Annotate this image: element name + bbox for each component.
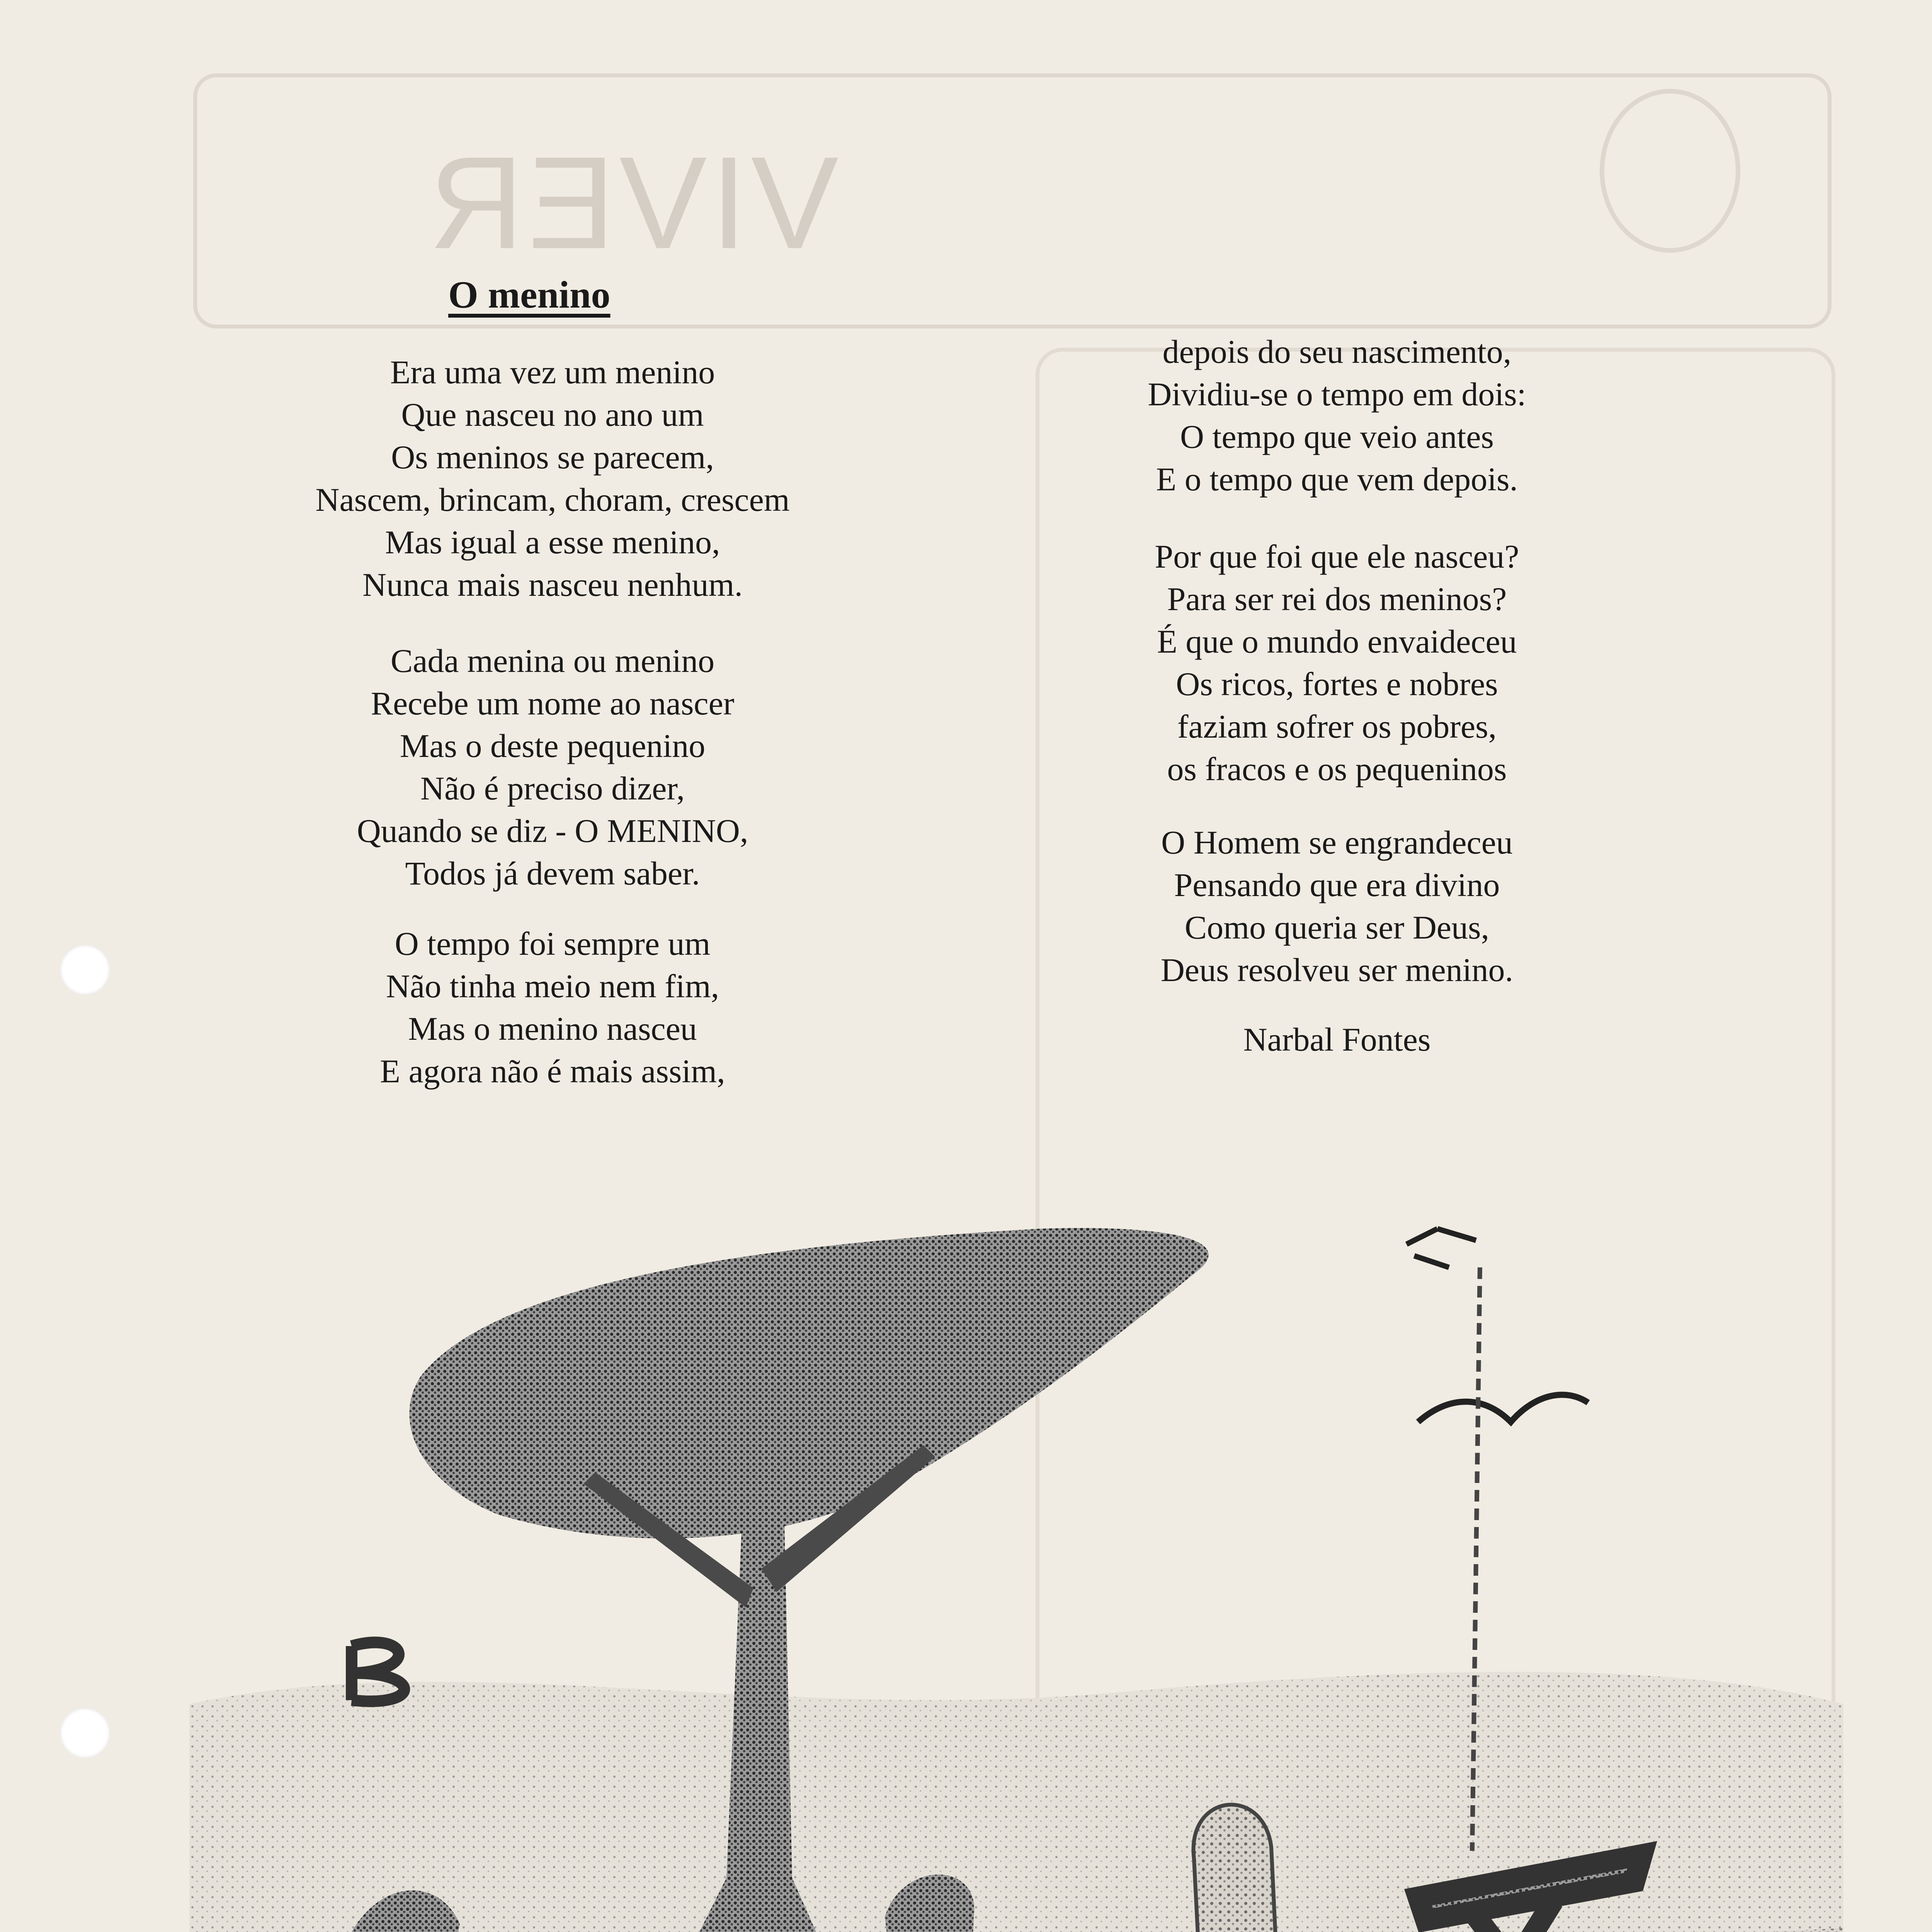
- poem-line: Deus resolveu ser menino.: [1160, 951, 1514, 988]
- poem-line: É que o mundo envaideceu: [1157, 623, 1517, 660]
- poem-line: Todos já devem saber.: [405, 855, 700, 892]
- poem-line: Não tinha meio nem fim,: [386, 968, 719, 1005]
- poem-line: Como queria ser Deus,: [1184, 909, 1490, 946]
- poem-line: faziam sofrer os pobres,: [1177, 708, 1497, 745]
- poem-line: O Homem se engrandeceu: [1161, 824, 1513, 861]
- poem-line: O tempo que veio antes: [1180, 418, 1494, 455]
- show-through-emblem: [1600, 89, 1740, 253]
- poem-title: O menino: [448, 273, 611, 316]
- show-through-masthead: VIVER: [425, 129, 839, 276]
- poem-author: Narbal Fontes: [1243, 1021, 1431, 1058]
- poem-line: Nascem, brincam, choram, crescem: [315, 481, 790, 518]
- children-drawing-illustration: [189, 1221, 1843, 1932]
- poem-line: Para ser rei dos meninos?: [1167, 580, 1507, 617]
- poem-line: O tempo foi sempre um: [395, 925, 711, 962]
- poem-line: E agora não é mais assim,: [380, 1053, 725, 1090]
- poem-stanza-4: [951, 330, 1723, 500]
- poem-line: Os meninos se parecem,: [391, 439, 714, 476]
- poem-stanza-3: [166, 922, 939, 1092]
- punch-hole-bottom: [60, 1708, 110, 1758]
- poem-line: Mas o deste pequenino: [400, 727, 706, 764]
- poem-stanza-2: [166, 639, 939, 895]
- poem-line: Recebe um nome ao nascer: [371, 685, 735, 722]
- poem-line: os fracos e os pequeninos: [1167, 750, 1507, 787]
- poem-line: depois do seu nascimento,: [1162, 333, 1512, 370]
- poem-stanza-6: [951, 821, 1723, 991]
- poem-line: Que nasceu no ano um: [401, 396, 704, 433]
- tree-canopy: [409, 1228, 1208, 1538]
- poem-line: Pensando que era divino: [1174, 866, 1500, 903]
- poem-line: Os ricos, fortes e nobres: [1176, 665, 1498, 702]
- poem-stanza-5: [951, 535, 1723, 790]
- poem-line: Não é preciso dizer,: [420, 770, 685, 807]
- poem-line: Era uma vez um menino: [390, 354, 715, 391]
- poem-line: Dividiu-se o tempo em dois:: [1148, 376, 1526, 413]
- poem-line: Por que foi que ele nasceu?: [1155, 538, 1519, 575]
- poem-line: Mas igual a esse menino,: [385, 524, 720, 561]
- poem-line: Mas o menino nasceu: [408, 1010, 697, 1047]
- punch-hole-top: [60, 945, 110, 995]
- poem-line: E o tempo que vem depois.: [1156, 461, 1518, 498]
- bird-drawing: [1406, 1229, 1476, 1267]
- bird-drawing: [1418, 1395, 1588, 1422]
- poem-stanza-1: [166, 351, 939, 606]
- poem-line: Nunca mais nasceu nenhum.: [362, 566, 743, 603]
- poem-line: Quando se diz - O MENINO,: [357, 812, 748, 849]
- poem-line: Cada menina ou menino: [390, 642, 715, 679]
